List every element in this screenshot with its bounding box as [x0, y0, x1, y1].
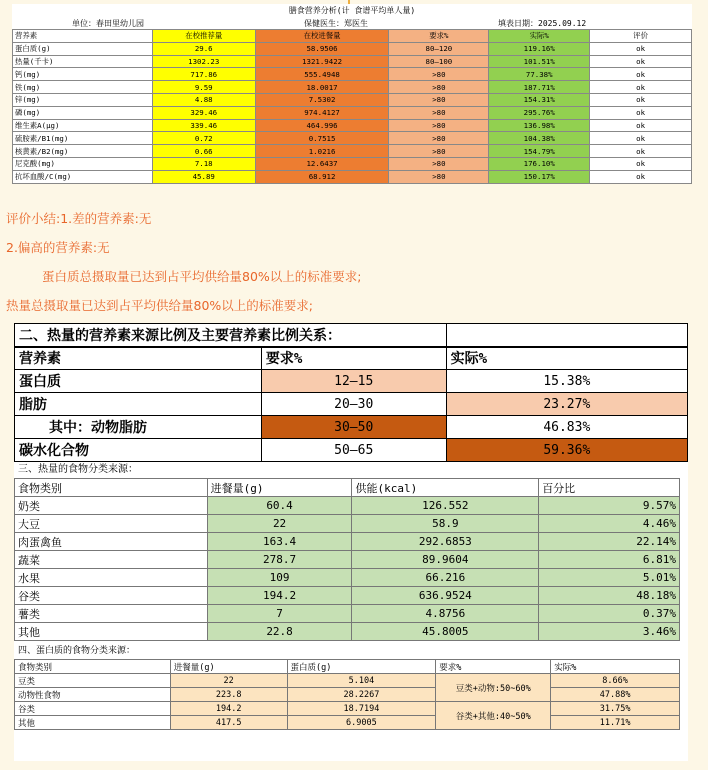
recommended-cell: 45.89 [152, 170, 255, 183]
actual-cell: 295.76% [489, 106, 590, 119]
requirement-cell: 30—50 [261, 416, 446, 439]
evaluation-cell: ok [590, 170, 692, 183]
intake-cell: 0.7515 [255, 132, 389, 145]
amount-cell: 194.2 [207, 587, 352, 605]
table-row [13, 68, 692, 81]
table-row [15, 533, 680, 551]
sheet1-meta [12, 18, 692, 29]
nutrient-name: 碳水化合物 [15, 439, 262, 462]
doctor-label: 保健医生：郑医生 [304, 19, 368, 28]
actual-cell: 150.17% [489, 170, 590, 183]
summary-line: 评价小结:1.差的营养素:无 [6, 211, 152, 226]
requirement-cell: >80 [389, 170, 489, 183]
intake-cell: 12.6437 [255, 157, 389, 170]
nutrient-name: 维生素A(μg) [13, 119, 153, 132]
requirement-cell: 50—65 [261, 439, 446, 462]
table-row [15, 605, 680, 623]
header-intake: 在校进餐量 [255, 30, 389, 43]
food-name: 其他 [15, 623, 208, 641]
intake-cell: 464.996 [255, 119, 389, 132]
percent-cell: 9.57% [539, 497, 680, 515]
section4-title: 四、蛋白质的食物分类来源： [18, 646, 136, 656]
actual-cell: 104.38% [489, 132, 590, 145]
evaluation-cell: ok [590, 106, 692, 119]
amount-cell: 194.2 [170, 702, 287, 716]
table-row [15, 587, 680, 605]
section2-header-row [15, 347, 688, 370]
food-name: 谷类 [15, 702, 171, 716]
energy-ratio-table [14, 323, 688, 462]
requirement-cell: 20—30 [261, 393, 446, 416]
header-requirement: 要求% [389, 30, 489, 43]
table-row [13, 93, 692, 106]
table-row [13, 145, 692, 158]
requirement-cell: >80 [389, 119, 489, 132]
percent-cell: 5.01% [539, 569, 680, 587]
actual-cell: 154.79% [489, 145, 590, 158]
protein-source-table [14, 659, 680, 730]
evaluation-cell: ok [590, 119, 692, 132]
intake-cell: 7.5302 [255, 93, 389, 106]
table-row [13, 170, 692, 183]
energy-cell: 292.6853 [352, 533, 539, 551]
food-name: 蔬菜 [15, 551, 208, 569]
header-amount: 进餐量(g) [207, 479, 352, 497]
food-name: 动物性食物 [15, 688, 171, 702]
evaluation-summary [6, 204, 362, 320]
table-row [15, 674, 680, 688]
evaluation-cell: ok [590, 157, 692, 170]
percent-cell: 3.46% [539, 623, 680, 641]
table-row [13, 132, 692, 145]
intake-cell: 58.9506 [255, 42, 389, 55]
header-amount: 进餐量(g) [170, 660, 287, 674]
header-requirement: 要求% [261, 347, 446, 370]
intake-cell: 18.0017 [255, 81, 389, 94]
evaluation-cell: ok [590, 42, 692, 55]
food-name: 其他 [15, 716, 171, 730]
actual-cell: 154.31% [489, 93, 590, 106]
ratio-sheet [14, 323, 688, 761]
table-row [15, 569, 680, 587]
amount-cell: 163.4 [207, 533, 352, 551]
food-name: 薯类 [15, 605, 208, 623]
food-name: 奶类 [15, 497, 208, 515]
table-row [15, 416, 688, 439]
food-name: 肉蛋禽鱼 [15, 533, 208, 551]
header-energy: 供能(kcal) [352, 479, 539, 497]
nutrient-name: 热量(千卡) [13, 55, 153, 68]
energy-cell: 45.8005 [352, 623, 539, 641]
recommended-cell: 4.88 [152, 93, 255, 106]
table-row [15, 370, 688, 393]
nutrient-name: 其中：动物脂肪 [15, 416, 262, 439]
nutrient-name: 钙(mg) [13, 68, 153, 81]
header-protein: 蛋白质(g) [287, 660, 436, 674]
requirement-cell: >80 [389, 68, 489, 81]
table-row [15, 551, 680, 569]
header-nutrient: 营养素 [13, 30, 153, 43]
intake-cell: 1.0216 [255, 145, 389, 158]
nutrient-name: 硫胺素/B1(mg) [13, 132, 153, 145]
energy-cell: 66.216 [352, 569, 539, 587]
protein-cell: 18.7194 [287, 702, 436, 716]
nutrient-name: 抗坏血酸/C(mg) [13, 170, 153, 183]
recommended-cell: 0.66 [152, 145, 255, 158]
sheet1-title: 膳食营养分析(计 食谱平均单人量) [288, 6, 416, 15]
recommended-cell: 717.86 [152, 68, 255, 81]
percent-cell: 22.14% [539, 533, 680, 551]
summary-line: 热量总摄取量已达到占平均供给量80%以上的标准要求; [6, 298, 313, 313]
percent-cell: 0.37% [539, 605, 680, 623]
actual-cell: 23.27% [446, 393, 687, 416]
header-nutrient: 营养素 [15, 347, 262, 370]
energy-cell: 89.9604 [352, 551, 539, 569]
protein-cell: 5.104 [287, 674, 436, 688]
energy-cell: 4.8756 [352, 605, 539, 623]
nutrient-name: 蛋白质 [15, 370, 262, 393]
nutrient-name: 核黄素/B2(mg) [13, 145, 153, 158]
table-row [13, 157, 692, 170]
actual-cell: 11.71% [551, 716, 680, 730]
recommended-cell: 29.6 [152, 42, 255, 55]
evaluation-cell: ok [590, 132, 692, 145]
requirement-cell: >80 [389, 93, 489, 106]
requirement-cell: >80 [389, 145, 489, 158]
recommended-cell: 339.46 [152, 119, 255, 132]
percent-cell: 6.81% [539, 551, 680, 569]
recommended-cell: 0.72 [152, 132, 255, 145]
requirement-cell: >80 [389, 106, 489, 119]
actual-cell: 119.16% [489, 42, 590, 55]
actual-cell: 31.75% [551, 702, 680, 716]
recommended-cell: 329.46 [152, 106, 255, 119]
amount-cell: 278.7 [207, 551, 352, 569]
amount-cell: 22.8 [207, 623, 352, 641]
header-food-category: 食物类别 [15, 660, 171, 674]
table-row [13, 42, 692, 55]
amount-cell: 223.8 [170, 688, 287, 702]
requirement-cell: >80 [389, 81, 489, 94]
summary-line: 蛋白质总摄取量已达到占平均供给量80%以上的标准要求; [42, 269, 362, 284]
protein-cell: 6.9005 [287, 716, 436, 730]
table-row [15, 688, 680, 702]
nutrient-name: 脂肪 [15, 393, 262, 416]
table-row [15, 393, 688, 416]
intake-cell: 68.912 [255, 170, 389, 183]
table-row [15, 497, 680, 515]
food-name: 水果 [15, 569, 208, 587]
table-row [13, 119, 692, 132]
header-recommended: 在校推荐量 [152, 30, 255, 43]
nutrient-name: 铁(mg) [13, 81, 153, 94]
requirement-cell: 谷类+其他:40~50% [436, 702, 551, 730]
requirement-cell: 80—100 [389, 55, 489, 68]
requirement-cell: 12—15 [261, 370, 446, 393]
recommended-cell: 7.18 [152, 157, 255, 170]
actual-cell: 136.98% [489, 119, 590, 132]
header-actual: 实际% [551, 660, 680, 674]
energy-source-table [14, 478, 680, 641]
table-row [15, 515, 680, 533]
section2-title: 二、热量的营养素来源比例及主要营养素比例关系： [15, 324, 447, 347]
nutrient-table [12, 29, 692, 184]
recommended-cell: 1302.23 [152, 55, 255, 68]
actual-cell: 46.83% [446, 416, 687, 439]
date-label: 填表日期：2025.09.12 [498, 19, 587, 28]
actual-cell: 15.38% [446, 370, 687, 393]
table-row [13, 81, 692, 94]
recommended-cell: 9.59 [152, 81, 255, 94]
summary-line: 2.偏高的营养素:无 [6, 240, 110, 255]
nutrient-name: 尼克酸(mg) [13, 157, 153, 170]
intake-cell: 555.4948 [255, 68, 389, 81]
header-food-category: 食物类别 [15, 479, 208, 497]
unit-label: 单位：春田里幼儿园 [72, 19, 144, 28]
requirement-cell: >80 [389, 157, 489, 170]
header-requirement: 要求% [436, 660, 551, 674]
actual-cell: 47.88% [551, 688, 680, 702]
amount-cell: 60.4 [207, 497, 352, 515]
table-row [15, 702, 680, 716]
header-actual: 实际% [489, 30, 590, 43]
requirement-cell: 豆类+动物:50~60% [436, 674, 551, 702]
amount-cell: 22 [170, 674, 287, 688]
nutrient-name: 锌(mg) [13, 93, 153, 106]
actual-cell: 176.10% [489, 157, 590, 170]
amount-cell: 417.5 [170, 716, 287, 730]
evaluation-cell: ok [590, 81, 692, 94]
energy-cell: 58.9 [352, 515, 539, 533]
section3-title: 三、热量的食物分类来源： [18, 464, 138, 475]
table-row [13, 55, 692, 68]
requirement-cell: 80—120 [389, 42, 489, 55]
actual-cell: 59.36% [446, 439, 687, 462]
evaluation-cell: ok [590, 55, 692, 68]
intake-cell: 974.4127 [255, 106, 389, 119]
food-name: 豆类 [15, 674, 171, 688]
header-actual: 实际% [446, 347, 687, 370]
amount-cell: 7 [207, 605, 352, 623]
nutrient-name: 蛋白质(g) [13, 42, 153, 55]
evaluation-cell: ok [590, 93, 692, 106]
protein-cell: 28.2267 [287, 688, 436, 702]
table-header-row [13, 30, 692, 43]
table-row [15, 439, 688, 462]
actual-cell: 187.71% [489, 81, 590, 94]
food-name: 大豆 [15, 515, 208, 533]
energy-cell: 636.9524 [352, 587, 539, 605]
evaluation-cell: ok [590, 145, 692, 158]
amount-cell: 22 [207, 515, 352, 533]
section3-header-row [15, 479, 680, 497]
intake-cell: 1321.9422 [255, 55, 389, 68]
header-percent: 百分比 [539, 479, 680, 497]
actual-cell: 8.66% [551, 674, 680, 688]
table-row [15, 623, 680, 641]
evaluation-cell: ok [590, 68, 692, 81]
energy-cell: 126.552 [352, 497, 539, 515]
actual-cell: 77.38% [489, 68, 590, 81]
table-row [15, 716, 680, 730]
section2-title-row [15, 324, 688, 347]
empty-cell [446, 324, 687, 347]
header-evaluation: 评价 [590, 30, 692, 43]
table-row [13, 106, 692, 119]
nutrient-name: 磷(mg) [13, 106, 153, 119]
amount-cell: 109 [207, 569, 352, 587]
nutrition-analysis-sheet [12, 4, 692, 184]
percent-cell: 48.18% [539, 587, 680, 605]
percent-cell: 4.46% [539, 515, 680, 533]
requirement-cell: >80 [389, 132, 489, 145]
section4-header-row [15, 660, 680, 674]
actual-cell: 101.51% [489, 55, 590, 68]
food-name: 谷类 [15, 587, 208, 605]
